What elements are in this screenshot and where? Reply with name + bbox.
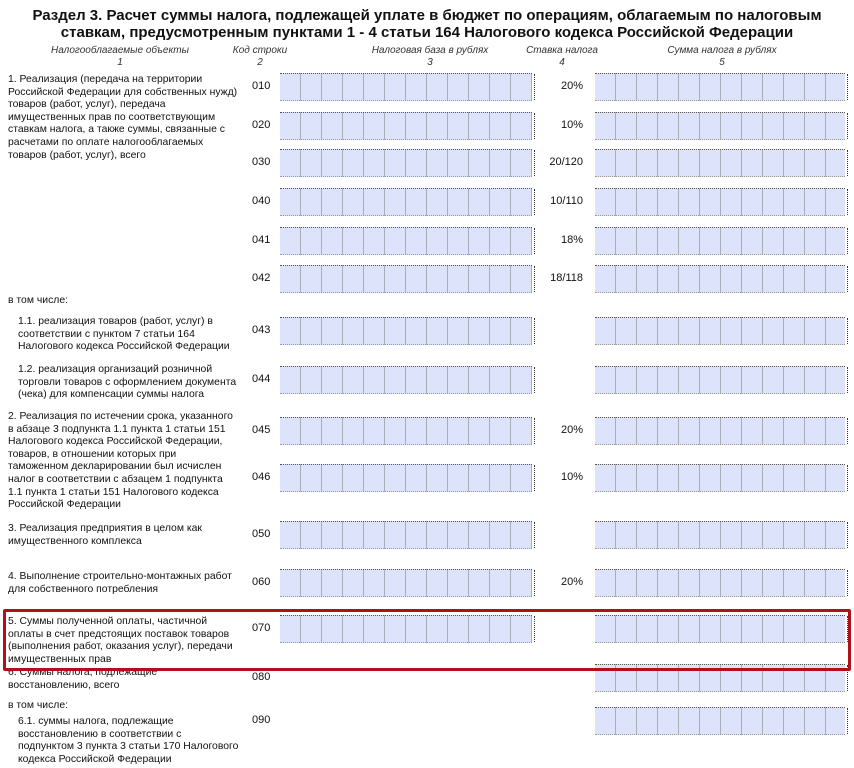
line-code: 043	[252, 324, 271, 336]
column-number-5: 5	[719, 57, 725, 68]
tax-base-input-045[interactable]	[280, 417, 532, 445]
tax-amount-input-044[interactable]	[595, 366, 845, 394]
tax-base-input-050[interactable]	[280, 521, 532, 549]
row-description: 6. Суммы налога, подлежащие восстановлению, всего	[8, 667, 158, 691]
tax-base-input-010[interactable]	[280, 73, 532, 101]
row-description: 4. Выполнение строительно-монтажных работ для собственного потребления	[8, 571, 232, 595]
tax-base-input-044[interactable]	[280, 366, 532, 394]
tax-base-input-041[interactable]	[280, 227, 532, 255]
line-code: 046	[252, 471, 271, 483]
highlight-box-row-070	[3, 609, 851, 671]
line-code: 060	[252, 576, 271, 588]
column-number-2: 2	[257, 57, 263, 68]
line-code: 040	[252, 195, 271, 207]
column-header-5: Сумма налога в рублях	[667, 45, 777, 56]
tax-rate: 20%	[560, 80, 583, 92]
row-description: в том числе:	[8, 295, 68, 306]
tax-amount-input-020[interactable]	[595, 112, 845, 140]
tax-base-input-060[interactable]	[280, 569, 532, 597]
row-description: 1. Реализация (передача на территории Российской Федерации для собственных нужд) товаров (работ, услуг), передача имущественных прав по соответствующим ставкам налога, а также суммы, связанные с расчетами по оплате налогооблагаемых товаров (работ, услуг), всего	[8, 74, 238, 161]
tax-amount-input-046[interactable]	[595, 464, 845, 492]
tax-rate: 18%	[560, 234, 583, 246]
line-code: 041	[252, 234, 271, 246]
tax-amount-input-060[interactable]	[595, 569, 845, 597]
column-header-3: Налоговая база в рублях	[371, 45, 489, 56]
line-code: 010	[252, 80, 271, 92]
column-number-3: 3	[427, 57, 433, 68]
tax-rate: 20/120	[549, 156, 583, 168]
row-description: 1.2. реализация организаций розничной торговли товаров с оформлением документа (чека) для компенсации суммы налога	[18, 364, 237, 401]
column-number-1: 1	[117, 57, 123, 68]
tax-base-input-043[interactable]	[280, 317, 532, 345]
tax-base-input-030[interactable]	[280, 149, 532, 177]
column-header-4: Ставка налога	[526, 45, 598, 56]
line-code: 044	[252, 373, 271, 385]
tax-amount-input-041[interactable]	[595, 227, 845, 255]
tax-amount-input-042[interactable]	[595, 265, 845, 293]
row-description: 2. Реализация по истечении срока, указанного в абзаце 3 подпункта 1.1 пункта 1 статьи 151 Налогового кодекса Российской Федерации, товаров, в отношении которых при таможенном декларировании был исчислен налог в соответствии с абзацем 1 подпункта 1.1 пункта 1 статьи 151 Налогового кодекса Российской Федерации	[8, 411, 233, 511]
line-code: 042	[252, 272, 271, 284]
tax-rate: 20%	[560, 576, 583, 588]
row-description: 5. Суммы полученной оплаты, частичной оплаты в счет предстоящих поставок товаров (выполнения работ, оказания услуг), передачи имущественных прав	[8, 616, 233, 665]
section-title: Раздел 3. Расчет суммы налога, подлежащей уплате в бюджет по операциям, облагаемым по налоговым ставкам, предусмотренным пунктами 1 - 4 статьи 164 Налогового кодекса Российской Федерации	[32, 7, 822, 41]
row-description: в том числе:	[8, 700, 68, 711]
tax-amount-input-010[interactable]	[595, 73, 845, 101]
line-code: 045	[252, 424, 271, 436]
line-code: 080	[252, 671, 271, 683]
tax-rate: 10/110	[550, 195, 583, 207]
line-code: 050	[252, 528, 271, 540]
row-description: 1.1. реализация товаров (работ, услуг) в соответствии с пунктом 7 статьи 164 Налогового кодекса Российской Федерации	[18, 316, 230, 353]
row-description: 6.1. суммы налога, подлежащие восстановлению в соответствии с подпунктом 3 пункта 3 статьи 170 Налогового кодекса Российской Федерации	[18, 716, 239, 765]
tax-amount-input-030[interactable]	[595, 149, 845, 177]
column-header-2: Код строки	[232, 45, 288, 56]
tax-base-input-020[interactable]	[280, 112, 532, 140]
tax-rate: 20%	[560, 424, 583, 436]
tax-rate: 18/118	[550, 272, 583, 284]
tax-rate: 10%	[560, 119, 583, 131]
tax-amount-input-043[interactable]	[595, 317, 845, 345]
line-code: 070	[252, 622, 271, 634]
column-number-4: 4	[559, 57, 565, 68]
line-code: 030	[252, 156, 271, 168]
tax-amount-input-090[interactable]	[595, 707, 845, 735]
column-header-1: Налогооблагаемые объекты	[51, 45, 189, 56]
line-code: 020	[252, 119, 271, 131]
tax-amount-input-045[interactable]	[595, 417, 845, 445]
row-description: 3. Реализация предприятия в целом как имущественного комплекса	[8, 523, 202, 547]
tax-amount-input-040[interactable]	[595, 188, 845, 216]
tax-rate: 10%	[560, 471, 583, 483]
tax-base-input-040[interactable]	[280, 188, 532, 216]
tax-base-input-046[interactable]	[280, 464, 532, 492]
tax-amount-input-050[interactable]	[595, 521, 845, 549]
line-code: 090	[252, 714, 271, 726]
tax-base-input-042[interactable]	[280, 265, 532, 293]
